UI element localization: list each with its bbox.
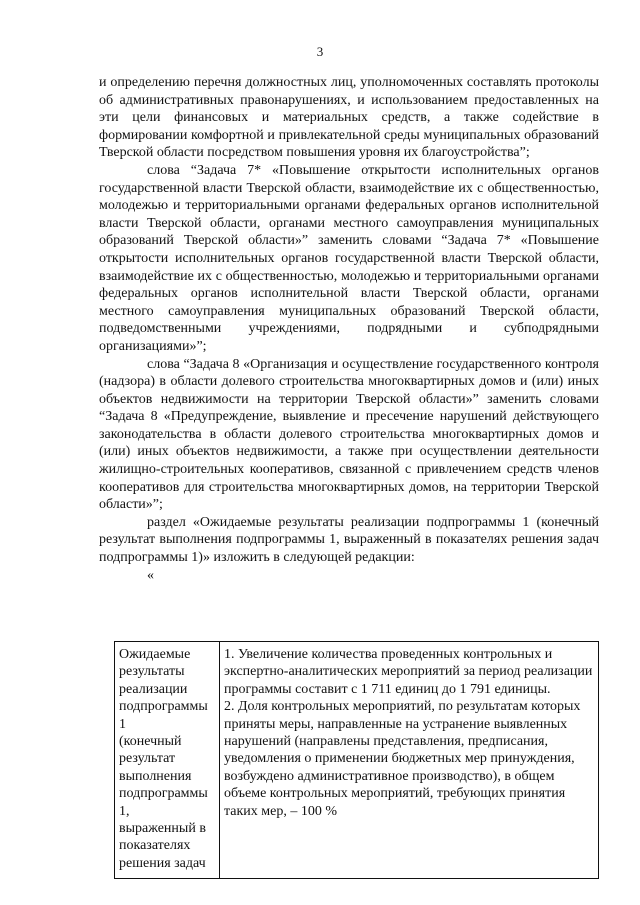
left-cell-line: подпрограммы 1 <box>119 699 208 732</box>
left-cell-line: Ожидаемые <box>119 647 191 662</box>
table-left-cell <box>115 642 220 879</box>
table-right-cell <box>220 642 599 879</box>
page-number: 3 <box>316 44 324 59</box>
expected-results-table <box>114 641 599 879</box>
paragraph-task-8: слова “Задача 8 «Организация и осуществление государственного контроля (надзора) в области долевого строительства многоквартирных домов и (или) иных объектов недвижимости на территории Тверской области»” заменить словами “Задача 8 «Предупреждение, выявление и пресечение нарушений действующего законодательства в области долевого строительства многоквартирных домов и (или) иных объектов недвижимости, а также при осуществлении деятельности жилищно-строительных кооперативов, связанной с привлечением средств членов кооперативов для строительства многоквартирных домов, на территории Тверской области»”; <box>99 356 599 513</box>
left-cell-line: подпрограммы 1, <box>119 786 208 819</box>
paragraph-task-7: слова “Задача 7* «Повышение открытости исполнительных органов государственной власти Тверской области, взаимодействие их с общественностью, молодежью и территориальными органами федеральных органов исполнительной власти Тверской области, органами местного самоуправления муниципальных образований Тверской области»” заменить словами “Задача 7* «Повышение открытости исполнительных органов государственной власти Тверской области, взаимодействие их с общественностью, молодежью и территориальными органами федеральных органов исполнительной власти Тверской области, органами местного самоуправления муниципальных образований Тверской области, подведомственными учреждениями, подрядными и субподрядными организациями»”; <box>99 162 599 354</box>
result-item-2: 2. Доля контрольных мероприятий, по результатам которых приняты меры, направленные на устранение выявленных нарушений (направлены представления, предписания, уведомления о применении бюджетных мер принуждения, возбуждено административное производство), в общем объеме контрольных мероприятий, требующих принятия таких мер, – 100 % <box>224 699 581 819</box>
left-cell-line: показателях <box>119 838 191 854</box>
left-cell-line: выраженный в <box>119 821 206 837</box>
document-body <box>99 74 599 584</box>
result-item-1: 1. Увеличение количества проведенных контрольных и экспертно-аналитических мероприятий за период реализации программы составит с 1 711 единиц до 1 791 единицы. <box>224 647 593 697</box>
left-cell-line: реализации <box>119 681 188 697</box>
left-cell-line: решения задач <box>119 855 206 871</box>
left-cell-line: (конечный <box>119 734 182 750</box>
table-row <box>115 642 599 879</box>
left-cell-line: результат <box>119 751 176 767</box>
opening-quote-mark: « <box>147 567 154 583</box>
left-cell-line: выполнения <box>119 768 192 784</box>
paragraph-continuation: и определению перечня должностных лиц, уполномоченных составлять протоколы об административных правонарушениях, и использованием предоставленных на эти цели финансовых и материальных средств, а также содействие в формировании комфортной и привлекательной среды муниципальных образований Тверской области посредством повышения уровня их благоустройства”; <box>99 75 599 161</box>
paragraph-section-results: раздел «Ожидаемые результаты реализации подпрограммы 1 (конечный результат выполнения подпрограммы 1, выраженный в показателях решения задач подпрограммы 1)» изложить в следующей редакции: <box>99 514 599 566</box>
left-cell-line: результаты <box>119 664 185 680</box>
